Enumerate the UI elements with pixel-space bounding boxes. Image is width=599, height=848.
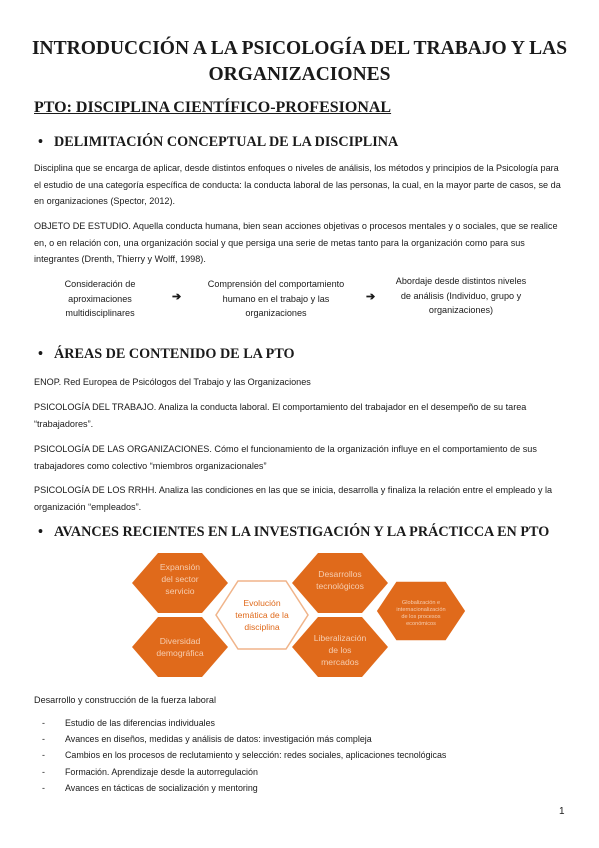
hex1-line-3: servicio [165, 586, 195, 596]
bullet-marker: • [38, 524, 43, 540]
paragraph-psicologia-organizaciones: PSICOLOGÍA DE LAS ORGANIZACIONES. Cómo el funcionamiento de la organización influye en el comportamiento de sus trabajadores como colectivo “miembros organizacionales” [34, 444, 537, 471]
hex5-line-2: internacionalización [396, 607, 446, 613]
list-item-text: Avances en tácticas de socialización y mentoring [65, 782, 258, 793]
subsection-heading-avances [38, 524, 549, 541]
list-marker: - [42, 766, 45, 777]
list-item-text: Cambios en los procesos de reclutamiento y selección: redes sociales, aplicaciones tecnológicas [65, 750, 447, 761]
paragraph-psicologia-trabajo: PSICOLOGÍA DEL TRABAJO. Analiza la conducta laboral. El comportamiento del trabajador en el desempeño de su tarea “trabajadores”. [34, 402, 527, 429]
hex5-line-3: de los procesos [401, 614, 441, 620]
center-line-2: temática de la [235, 610, 289, 620]
hex4-line-1: Liberalización [313, 633, 367, 643]
hex4-line-3: mercados [321, 657, 359, 667]
arrow-icon: ➔ [366, 291, 376, 303]
flow-box-2: Comprensión del comportamiento humano en el trabajo y las organizaciones [207, 279, 345, 318]
page-number: 1 [559, 806, 565, 817]
hex1-line-2: del sector [161, 574, 199, 584]
hex5-line-4: económicos [406, 621, 436, 627]
flow-box-1: Consideración de aproximaciones multidisciplinares [64, 279, 136, 318]
list-item [42, 734, 446, 750]
list-item [42, 718, 446, 734]
list-marker: - [42, 782, 45, 793]
list-item-text: Estudio de las diferencias individuales [65, 718, 215, 728]
paragraph-fuerza-laboral: Desarrollo y construcción de la fuerza laboral [34, 695, 216, 705]
hex-diversidad [132, 617, 228, 677]
hex3-line-2: demográfica [156, 648, 204, 658]
list-marker: - [42, 718, 45, 728]
list-marker: - [42, 750, 45, 761]
paragraph-objeto: OBJETO DE ESTUDIO. Aquella conducta humana, bien sean acciones objetivas o procesos mentales y o sociales, que se realice en, o en relación con, una organización social y que persiga una serie de metas tanto para la organización como para sus integrantes (Drenth, Thierry y Wolff, 1998). [34, 221, 558, 264]
hex1-line-1: Expansión [159, 562, 201, 572]
subsection-title: DELIMITACIÓN CONCEPTUAL DE LA DISCIPLINA [54, 134, 399, 150]
hex4-line-2: de los [328, 645, 352, 655]
list-item [42, 783, 446, 799]
hex2-line-2: tecnológicos [316, 581, 364, 591]
bullet-marker: • [38, 346, 43, 362]
paragraph-psicologia-rrhh: PSICOLOGÍA DE LOS RRHH. Analiza las condiciones en las que se inicia, desarrolla y finaliza la relación entre el empleado y la organización “empleados”. [34, 485, 553, 512]
list-marker: - [42, 734, 45, 745]
evolution-diagram [120, 551, 480, 679]
subsection-heading-areas [38, 346, 295, 363]
advances-list [42, 718, 446, 799]
list-item-text: Formación. Aprendizaje desde la autorregulación [65, 766, 258, 777]
section-title: PTO: DISCIPLINA CIENTÍFICO-PROFESIONAL [34, 99, 392, 116]
paragraph-enop: ENOP. Red Europea de Psicólogos del Trabajo y las Organizaciones [34, 377, 311, 387]
list-item [42, 767, 446, 783]
hex2-line-1: Desarrollos [318, 569, 362, 579]
subsection-title: ÁREAS DE CONTENIDO DE LA PTO [54, 346, 295, 362]
list-item [42, 750, 446, 766]
hex3-line-1: Diversidad [159, 636, 201, 646]
document-title: INTRODUCCIÓN A LA PSICOLOGÍA DEL TRABAJO Y LAS ORGANIZACIONES [31, 38, 568, 85]
arrow-icon: ➔ [172, 291, 182, 303]
center-line-3: disciplina [244, 622, 280, 632]
subsection-title: AVANCES RECIENTES EN LA INVESTIGACIÓN Y LA PRÁCTICCA EN PTO [54, 524, 550, 540]
bullet-marker: • [38, 134, 43, 150]
center-line-1: Evolución [243, 598, 281, 608]
list-item-text: Avances en diseños, medidas y análisis de datos: investigación más compleja [65, 734, 372, 745]
flow-box-3: Abordaje desde distintos niveles de análisis (Individuo, grupo y organizaciones) [395, 276, 527, 315]
hex5-line-1: Globalización e [401, 600, 441, 606]
paragraph-definicion: Disciplina que se encarga de aplicar, desde distintos enfoques o niveles de análisis, los métodos y principios de la Psicología para el estudio de una categoría específica de conducta: la conducta laboral de las personas, la cual, en la mayor parte de casos, se da en organizaciones (Spector, 2012). [34, 163, 561, 206]
subsection-heading-delimitacion [38, 134, 398, 151]
